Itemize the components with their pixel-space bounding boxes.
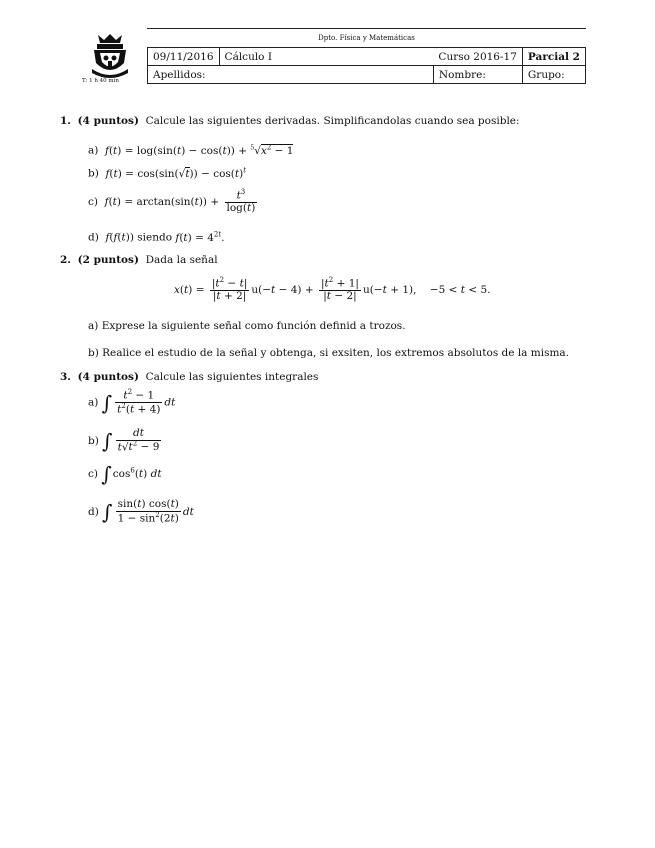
academic-year: Curso 2016-17 — [433, 48, 522, 66]
question-1-heading: 1. (4 puntos) Calcule las siguientes derivadas. Simplificandolas cuando sea posible: — [60, 115, 520, 127]
group-field[interactable]: Grupo: — [522, 66, 585, 84]
name-field[interactable]: Nombre: — [433, 66, 522, 84]
exam-header — [147, 28, 586, 87]
question-2-heading: 2. (2 puntos) Dada la señal — [60, 254, 218, 266]
question-3a: a) ∫ $\frac{t^2 - 1}{t^2(t + 4)}$ dt — [88, 388, 176, 416]
course-name: Cálculo I — [219, 48, 433, 66]
formula-1b: $f(t) = \cos(\sin(√t)) - \cos(t)^t$ — [105, 166, 247, 180]
formula-1d: f(f(t)) — [105, 231, 134, 244]
formula-1a: $f(t) = \log(\sin(t) - \cos(t)) + ^5√x^2 - 1$ — [105, 143, 294, 157]
question-3b: b) ∫ $\frac{dt}{t√t^2 - 9}$ — [88, 427, 160, 454]
question-1d: d) f(f(t)) siendo $f(t) = 4^{2t}$. — [88, 230, 225, 244]
header-table — [147, 47, 586, 84]
question-3d: d) ∫ $\frac{\sin(t) \cos(t)}{1 - \sin^2(2t)}$ dt — [88, 498, 194, 525]
question-3c: c) $\int\cos^6(t)$ dt — [88, 462, 162, 486]
question-2a: a) Exprese la siguiente señal como función definid a trozos. — [88, 320, 406, 332]
question-2b: b) Realice el estudio de la señal y obtenga, si exsiten, los extremos absolutos de la misma. — [88, 347, 570, 359]
formula-1d-def: $f(t) = 4^{2t}$. — [175, 230, 225, 244]
formula-1c: f(t) = arctan(sin(t)) + $\frac{t^3}{\log(t)}$ — [104, 188, 256, 215]
exam-duration: T: 1 h 40 min — [82, 78, 119, 84]
department-name: Dpto. Física y Matemáticas — [318, 34, 415, 42]
surname-field[interactable]: Apellidos: — [148, 66, 434, 84]
header-top-rule — [147, 28, 586, 29]
university-crest-logo — [90, 33, 130, 79]
question-1b: b) $f(t) = \cos(\sin(√t)) - \cos(t)^t$ — [88, 166, 247, 180]
question-1a: a) $f(t) = \log(\sin(t) - \cos(t)) + ^5√x^2 - 1$ — [88, 143, 294, 157]
question-1c: c) f(t) = arctan(sin(t)) + $\frac{t^3}{\log(t)}$ — [88, 189, 259, 215]
signal-formula: x(t) = $\frac{|t^2 - t|}{|t + 2|}$ u(−t − 4) + $\frac{|t^2 + 1|}{|t - 2|}$ u(−t + 1), −5 < t < 5. — [174, 276, 491, 303]
exam-date: 09/11/2016 — [148, 48, 220, 66]
exam-title: Parcial 2 — [522, 48, 585, 66]
question-3-heading: 3. (4 puntos) Calcule las siguientes integrales — [60, 371, 319, 383]
